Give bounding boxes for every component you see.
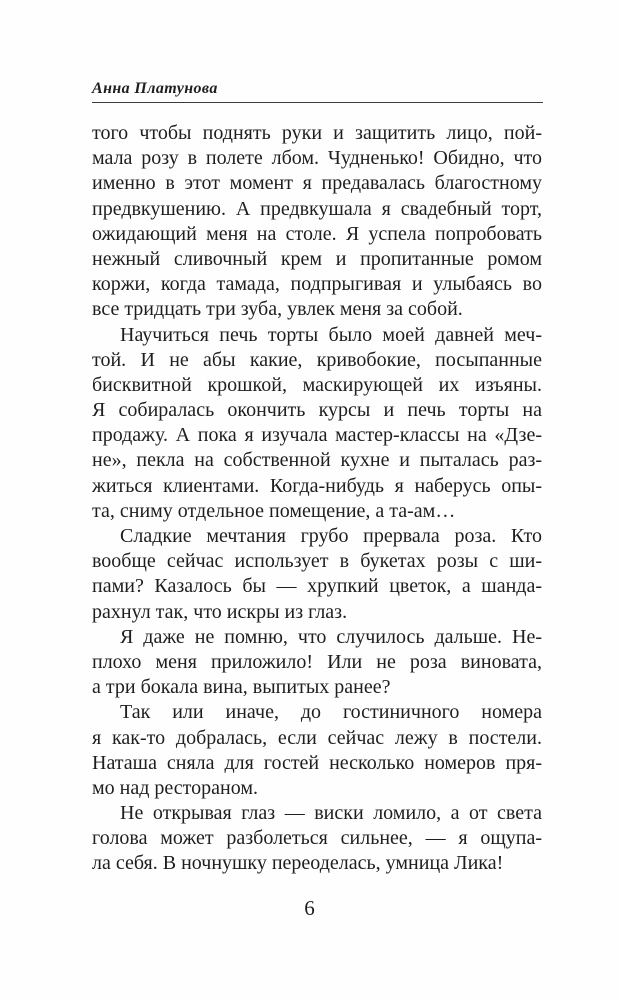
text-line: я как-то добралась, если сейчас лежу в постели.	[92, 726, 542, 749]
text-line: голова может разболеться сильнее, — я ощупа-	[92, 827, 542, 850]
text-line: бисквитной крошкой, маскирующей их изъяны.	[92, 373, 542, 396]
text-line: ла себя. В ночнушку переоделась, умница Лика!	[92, 852, 504, 875]
text-line: та, сниму отдельное помещение, а та-ам…	[92, 499, 456, 522]
body-text	[92, 121, 542, 877]
text-line: именно в этот момент я предавалась благостному	[92, 172, 542, 195]
text-line: ожидающий меня на столе. Я успела попробовать	[92, 222, 542, 245]
text-line: коржи, когда тамада, подпрыгивая и улыбаясь во	[92, 273, 542, 296]
text-line: житься клиентами. Когда-нибудь я наберусь опы-	[92, 474, 542, 497]
text-line: мо над рестораном.	[92, 776, 258, 799]
page-number: 6	[304, 896, 315, 920]
text-line: нежный сливочный крем и пропитанные ромом	[92, 247, 542, 270]
text-line: Наташа сняла для гостей несколько номеров пря-	[92, 751, 542, 774]
text-line: а три бокала вина, выпитых ранее?	[92, 676, 391, 699]
text-line: не», пекла на собственной кухне и пыталась раз-	[92, 449, 542, 472]
running-header	[92, 80, 543, 103]
text-line: Не открывая глаз — виски ломило, а от света	[120, 802, 542, 825]
text-line: рахнул так, что искры из глаз.	[92, 600, 348, 623]
author-name: Анна Платунова	[92, 80, 218, 97]
paragraph	[92, 524, 542, 625]
text-line: продажу. А пока я изучала мастер-классы на «Дзе-	[92, 424, 542, 447]
text-line: предвкушению. А предвкушала я свадебный торт,	[92, 197, 542, 220]
text-line: Научиться печь торты было моей давней меч-	[120, 323, 542, 346]
text-line: Сладкие мечтания грубо прервала роза. Кто	[120, 525, 542, 547]
text-line: плохо меня приложило! Или не роза виновата,	[92, 650, 542, 673]
text-line: мала розу в полете лбом. Чудненько! Обидно, что	[92, 147, 542, 170]
text-line: Я собиралась окончить курсы и печь торты на	[92, 399, 542, 422]
text-line: того чтобы поднять руки и защитить лицо, пой-	[92, 122, 542, 144]
paragraph	[92, 323, 542, 525]
text-line: все тридцать три зуба, увлек меня за собой.	[92, 298, 463, 321]
paragraph	[92, 700, 542, 801]
paragraph	[92, 801, 542, 877]
paragraph	[92, 625, 542, 701]
text-line: пами? Казалось бы — хрупкий цветок, а шанда-	[92, 575, 542, 598]
text-line: Так или иначе, до гостиничного номера	[120, 701, 542, 724]
text-line: Я даже не помню, что случилось дальше. Не-	[120, 625, 542, 648]
text-line: той. И не абы какие, кривобокие, посыпанные	[92, 348, 542, 371]
text-line: вообще сейчас использует в букетах розы с ши-	[92, 550, 542, 573]
paragraph	[92, 121, 542, 323]
